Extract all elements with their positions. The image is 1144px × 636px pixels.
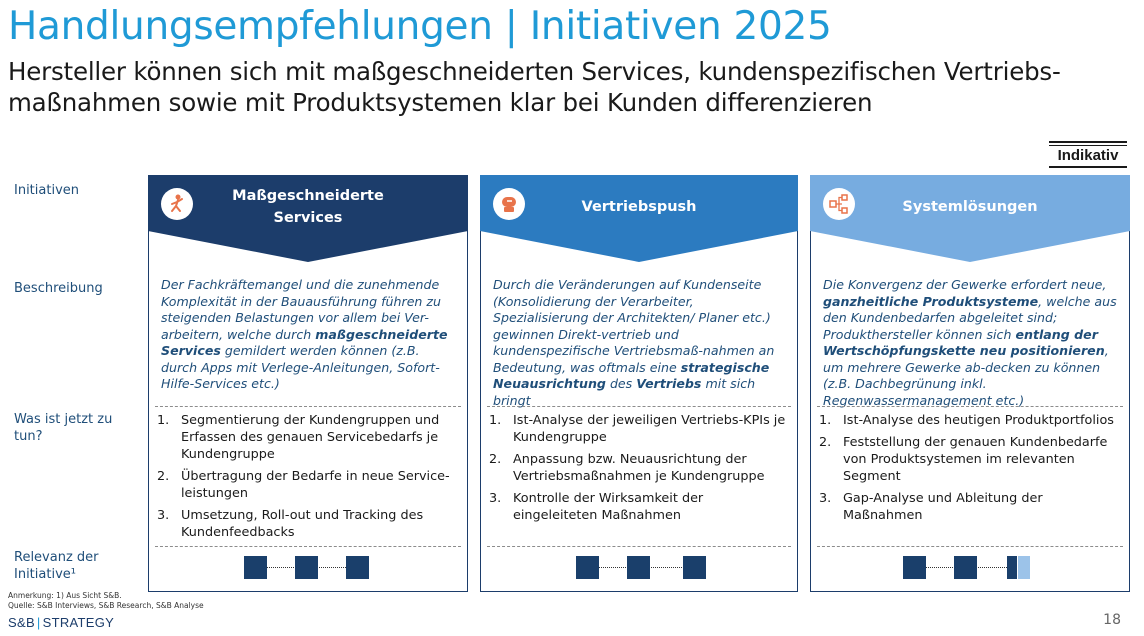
todo-item (819, 490, 1123, 524)
row-label-beschreibung: Beschreibung (14, 281, 103, 296)
relevance-box (346, 556, 369, 579)
column-description (493, 277, 789, 409)
divider (487, 546, 791, 547)
todo-item (489, 412, 791, 446)
description-text: Die Konvergenz der Gewerke erfordert neue, (823, 277, 1107, 292)
relevance-indicator (811, 556, 1129, 580)
divider (817, 406, 1123, 407)
initiative-column-services (148, 175, 468, 592)
todo-number: 1. (489, 413, 502, 428)
company-logo (8, 615, 114, 630)
relevance-box (903, 556, 926, 579)
divider (817, 546, 1123, 547)
description-highlight: maßgeschneiderte Services (161, 326, 448, 358)
description-highlight: Vertriebs (636, 376, 702, 391)
row-label-was-tun: Was ist jetzt zu tun? (14, 412, 113, 444)
todo-number: 3. (489, 491, 502, 506)
relevance-box-remainder (1018, 556, 1030, 579)
todo-item (819, 412, 1123, 429)
row-label-initiativen: Initiativen (14, 183, 79, 198)
todo-item (157, 468, 461, 502)
divider (155, 546, 461, 547)
description-text: mit sich bringt (493, 376, 756, 408)
todo-list (157, 412, 461, 546)
relevance-box (576, 556, 599, 579)
description-text: , welche aus den Kundenbedarfen abgeleitet sind; Produkthersteller können sich (823, 293, 1117, 342)
todo-number: 2. (157, 469, 170, 484)
todo-number: 2. (819, 435, 832, 450)
logo-left: S&B (8, 615, 35, 630)
todo-list (819, 412, 1123, 529)
footnote (8, 591, 204, 611)
row-label-relevanz: Relevanz der Initiative¹ (14, 550, 99, 582)
todo-text: Segmentierung der Kundengruppen und Erfassen des genauen Servicebedarfs je Kundengruppe (181, 413, 440, 462)
todo-number: 3. (157, 508, 170, 523)
todo-text: Gap-Analyse und Ableitung der Maßnahmen (843, 491, 1043, 523)
divider (487, 406, 791, 407)
column-header-title: Vertriebspush (581, 199, 697, 215)
todo-text: Feststellung der genauen Kundenbedarfe von Produktsystemen im relevanten Segment (843, 435, 1108, 484)
todo-item (819, 434, 1123, 485)
logo-separator: | (36, 615, 41, 630)
page-subtitle: Hersteller können sich mit maßgeschneiderten Services, kundenspezifischen Vertriebs-maßnahmen sowie mit Produktsystemen klar bei Kunden differenzieren (8, 57, 1061, 117)
description-highlight: ganzheitliche Produktsysteme (823, 293, 1039, 309)
footnote-anmerkung: Anmerkung: 1) Aus Sicht S&B. (8, 591, 122, 600)
todo-list (489, 412, 791, 529)
column-description (161, 277, 459, 393)
relevance-indicator (481, 556, 797, 580)
todo-item (157, 412, 461, 463)
initiative-column-systemloesungen (810, 175, 1130, 592)
description-text: des (605, 376, 637, 391)
todo-number: 2. (489, 452, 502, 467)
description-text: gemildert werden können (z.B. durch Apps mit Verlege-Anleitungen, Sofort-Hilfe-Services etc.) (161, 343, 440, 391)
todo-text: Kontrolle der Wirksamkeit der eingeleiteten Maßnahmen (513, 491, 704, 523)
todo-number: 3. (819, 491, 832, 506)
todo-text: Umsetzung, Roll-out und Tracking des Kundenfeedbacks (181, 508, 424, 540)
todo-number: 1. (157, 413, 170, 428)
footnote-quelle: Quelle: S&B Interviews, S&B Research, S&B Analyse (8, 601, 204, 610)
relevance-connector (975, 567, 1007, 568)
todo-item (489, 490, 791, 524)
page-number: 18 (1103, 612, 1121, 628)
description-text: , um mehrere Gewerke ab-decken zu können (z.B. Dachbegrünung inkl. Regenwassermanagement etc.) (823, 343, 1109, 408)
relevance-box (683, 556, 706, 579)
todo-text: Ist-Analyse des heutigen Produktportfolios (843, 413, 1114, 428)
relevance-indicator (149, 556, 467, 580)
relevance-box (954, 556, 977, 579)
todo-text: Ist-Analyse der jeweiligen Vertriebs-KPIs je Kundengruppe (513, 413, 786, 445)
column-header-title: Maßgeschneiderte Services (232, 188, 384, 226)
page-title: Handlungsempfehlungen | Initiativen 2025 (8, 4, 832, 49)
divider (155, 406, 461, 407)
column-header-title: Systemlösungen (902, 199, 1038, 215)
todo-text: Übertragung der Bedarfe in neue Service-leistungen (181, 469, 450, 501)
column-description (823, 277, 1121, 409)
todo-item (157, 507, 461, 541)
relevance-box-half (1007, 556, 1017, 579)
relevance-box (244, 556, 267, 579)
relevance-box (627, 556, 650, 579)
description-text: Der Fachkräftemangel und die zunehmende Komplexität in der Bauausführung führen zu steigenden Belastungen vor allem bei Ver-arbeitern, welche durch (161, 277, 442, 342)
todo-item (489, 451, 791, 485)
todo-text: Anpassung bzw. Neuausrichtung der Vertriebsmaßnahmen je Kundengruppe (513, 452, 765, 484)
description-text: Durch die Veränderungen auf Kundenseite (Konsolidierung der Verarbeiter, Spezialisierung der Architekten/ Planer etc.) gewinnen Direkt-vertrieb und kundenspezifische Vertriebsmaß-nahmen an Bedeutung, was oftmals eine (493, 277, 775, 375)
description-highlight: entlang der Wertschöpfungskette neu positionieren (823, 326, 1105, 358)
initiative-column-vertriebspush (480, 175, 798, 592)
relevance-box (295, 556, 318, 579)
indicative-badge: Indikativ (1049, 141, 1127, 168)
description-highlight: strategische Neuausrichtung (493, 359, 770, 391)
todo-number: 1. (819, 413, 832, 428)
logo-right: STRATEGY (42, 615, 115, 630)
